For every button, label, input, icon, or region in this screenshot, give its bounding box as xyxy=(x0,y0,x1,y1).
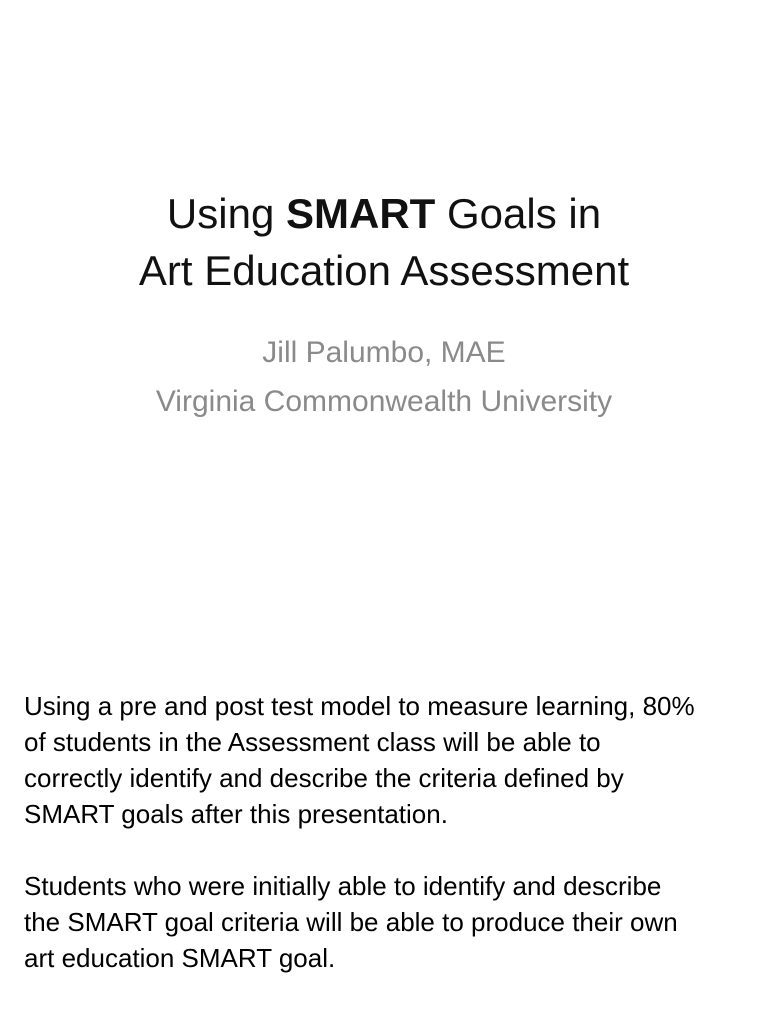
body-line: art education SMART goal. xyxy=(24,943,336,973)
body-line: the SMART goal criteria will be able to produce their own xyxy=(24,907,678,937)
body-line: SMART goals after this presentation. xyxy=(24,799,448,829)
title-line-1 xyxy=(0,185,768,242)
body-line: Using a pre and post test model to measure learning, 80% xyxy=(24,691,695,721)
body-line: of students in the Assessment class will be able to xyxy=(24,727,601,757)
body-line: correctly identify and describe the criteria defined by xyxy=(24,763,624,793)
body-paragraph xyxy=(24,868,754,976)
slide-title xyxy=(0,185,768,299)
body-paragraph xyxy=(24,688,754,832)
title-text-suffix: Goals in xyxy=(435,190,602,237)
author-name: Jill Palumbo, MAE xyxy=(262,336,506,369)
body-line: Students who were initially able to identify and describe xyxy=(24,871,662,901)
slide-body xyxy=(24,688,754,1012)
title-text-prefix: Using xyxy=(166,190,286,237)
title-line-2: Art Education Assessment xyxy=(138,247,630,294)
title-emphasis: SMART xyxy=(285,190,436,237)
slide-subtitle xyxy=(0,328,768,426)
institution-name: Virginia Commonwealth University xyxy=(155,385,613,418)
